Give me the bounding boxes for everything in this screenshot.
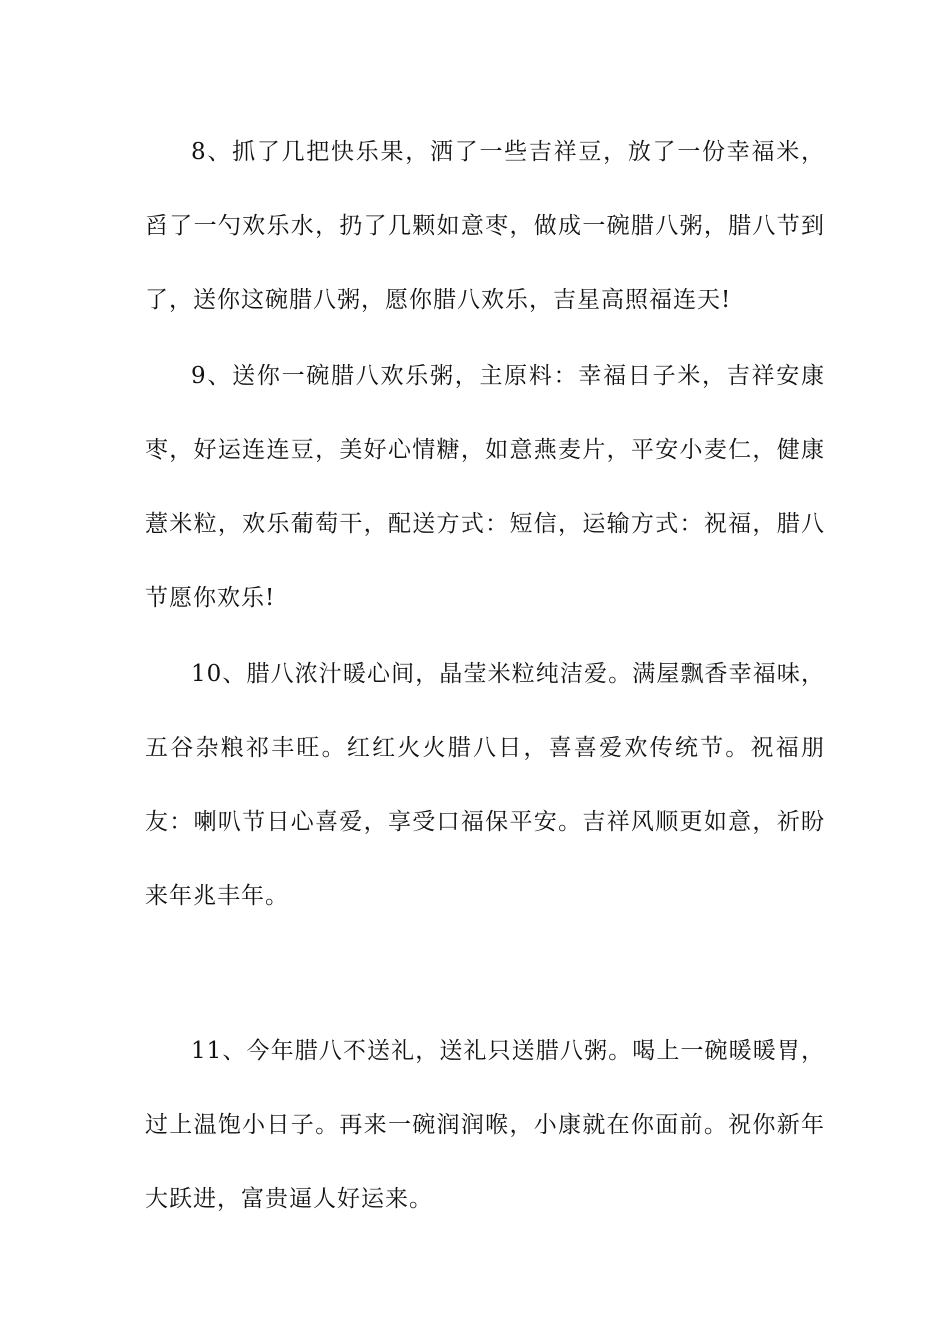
paragraph-9: 9、送你一碗腊八欢乐粥，主原料：幸福日子米，吉祥安康枣，好运连连豆，美好心情糖，如意燕麦片，平安小麦仁，健康薏米粒，欢乐葡萄干，配送方式：短信，运输方式：祝福，腊八节愿你欢乐! bbox=[145, 363, 825, 611]
paragraph-11: 11、今年腊八不送礼，送礼只送腊八粥。喝上一碗暖暖胃，过上温饱小日子。再来一碗润润喉，小康就在你面前。祝你新年大跃进，富贵逼人好运来。 bbox=[145, 1038, 825, 1212]
paragraph-10: 10、腊八浓汁暖心间，晶莹米粒纯洁爱。满屋飘香幸福味，五谷杂粮祁丰旺。红红火火腊八日，喜喜爱欢传统节。祝福朋友：喇叭节日心喜爱，享受口福保平安。吉祥风顺更如意，祈盼来年兆丰年。 bbox=[145, 661, 825, 909]
paragraph-8: 8、抓了几把快乐果，洒了一些吉祥豆，放了一份幸福米，舀了一勺欢乐水，扔了几颗如意枣，做成一碗腊八粥，腊八节到了，送你这碗腊八粥，愿你腊八欢乐，吉星高照福连天! bbox=[145, 139, 825, 313]
